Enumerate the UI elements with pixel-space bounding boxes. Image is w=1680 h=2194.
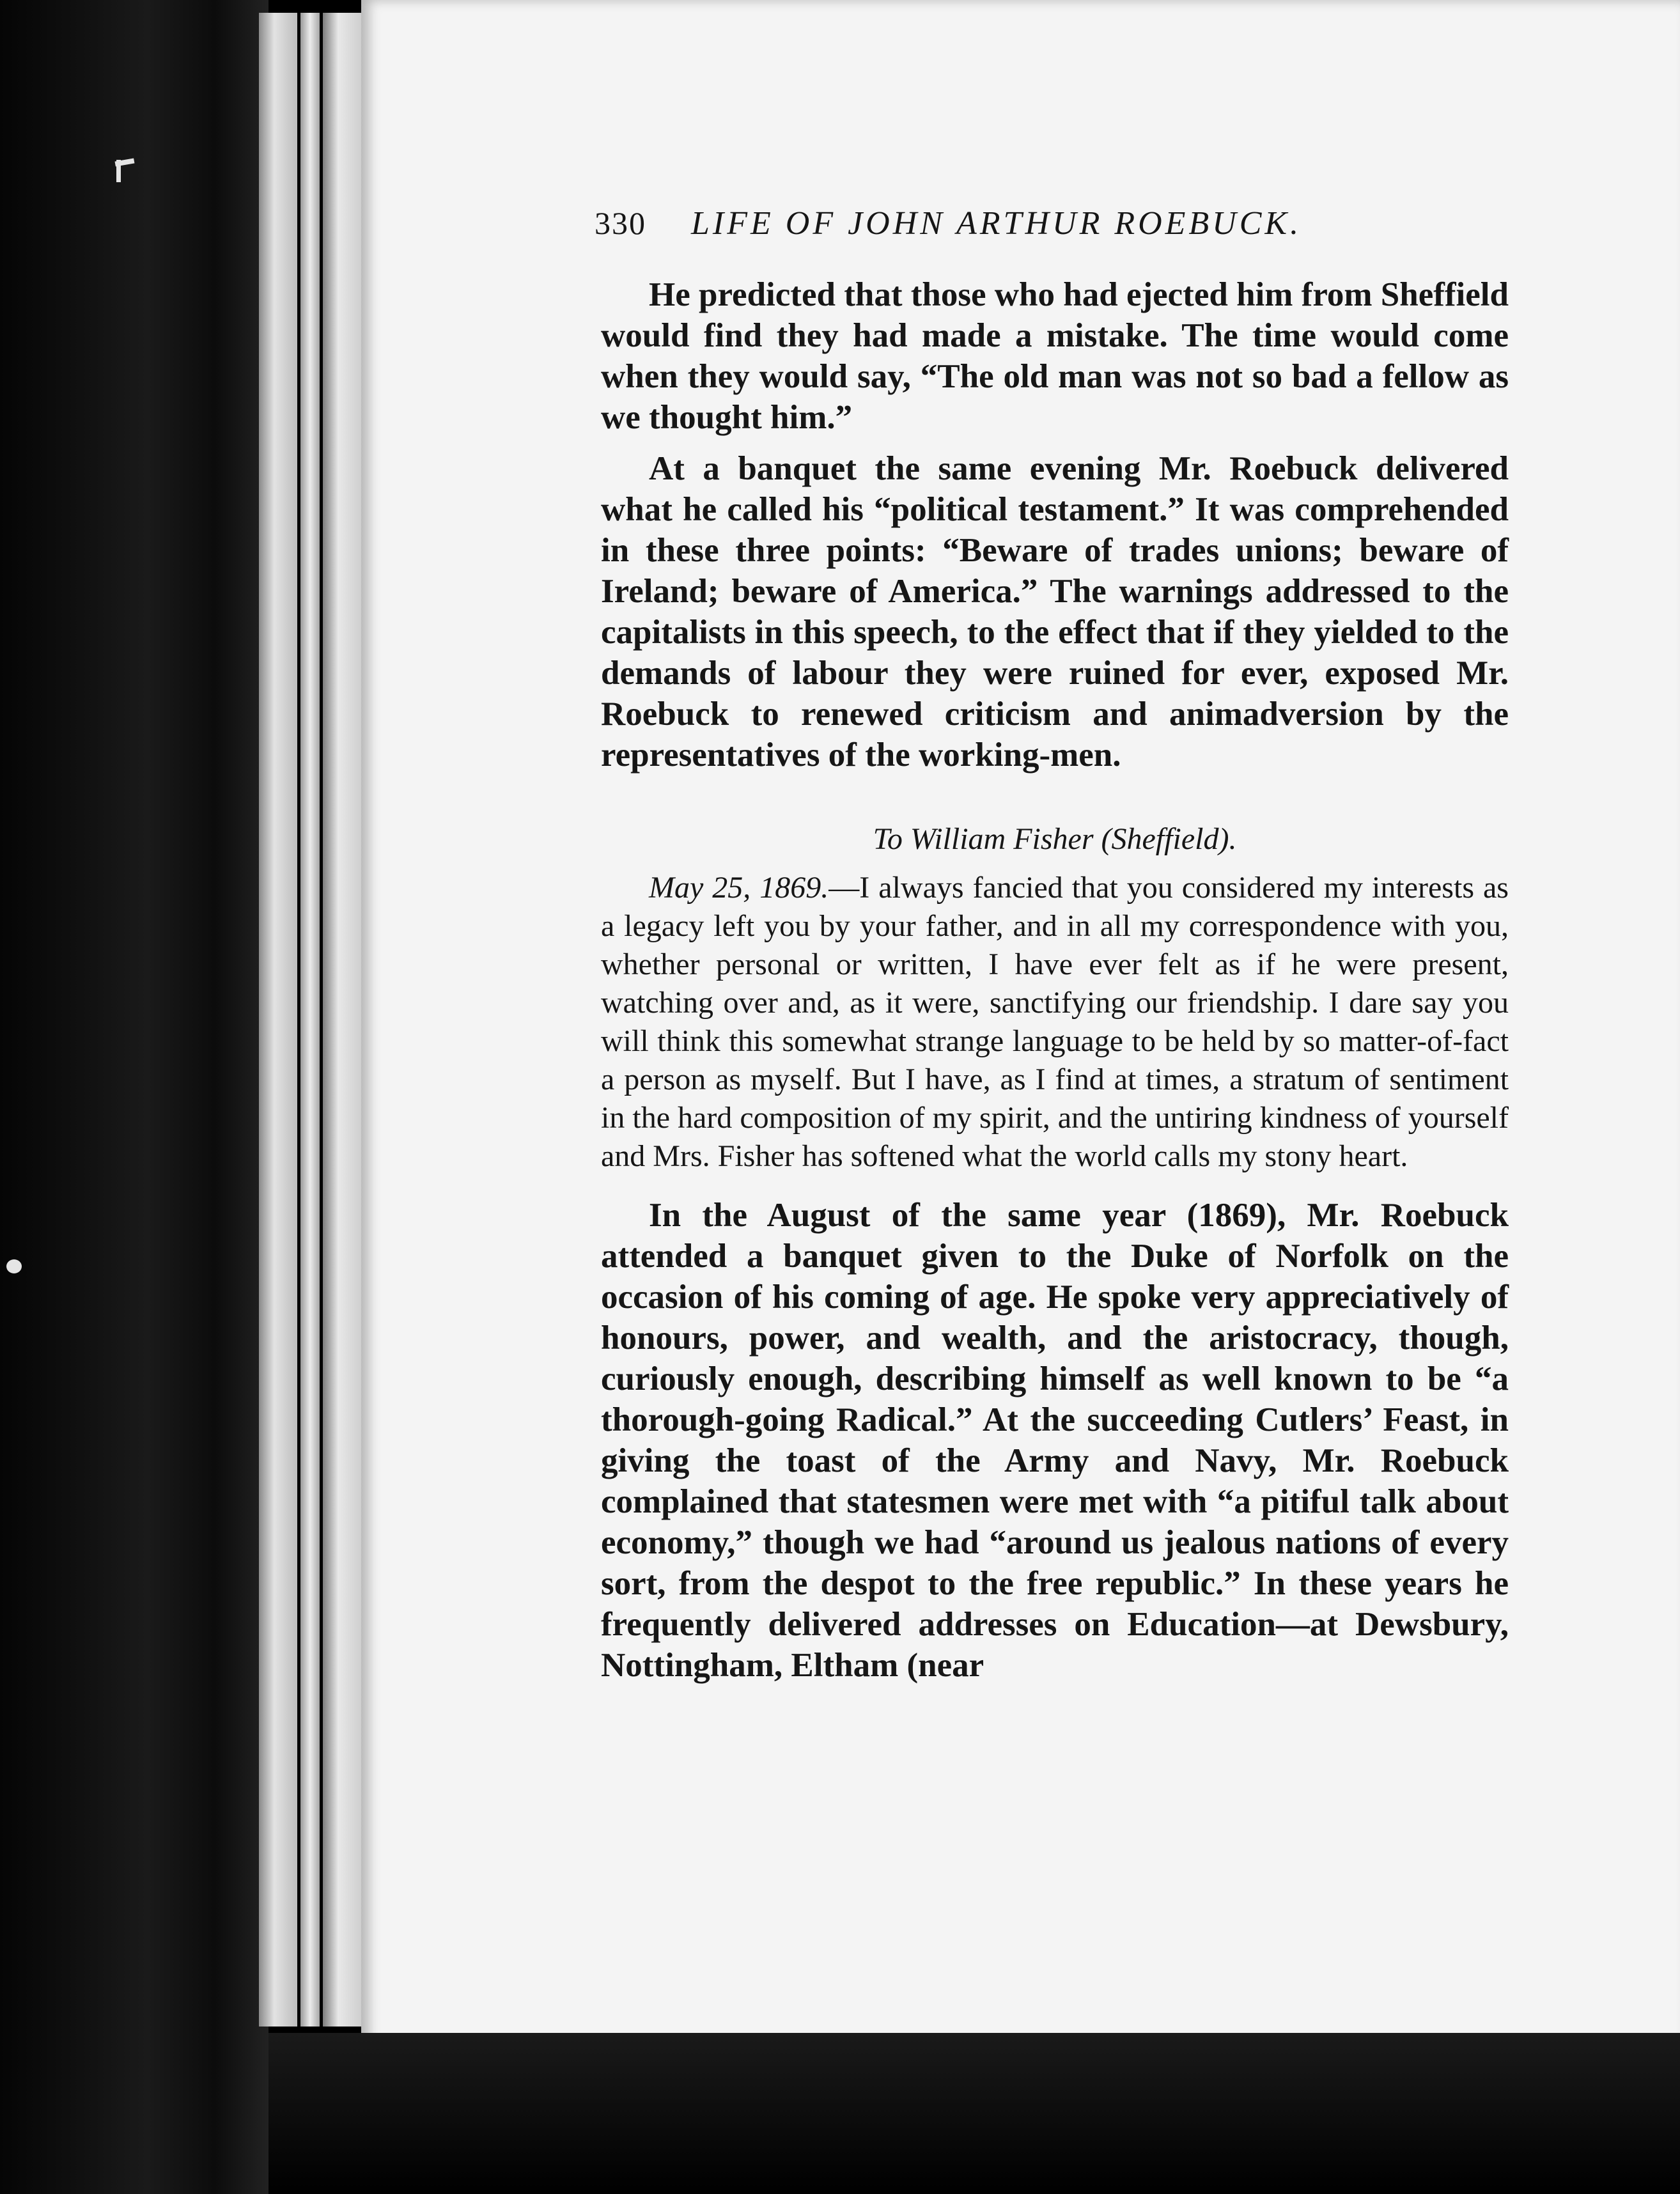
page-content — [595, 205, 1509, 1686]
running-title: LIFE OF JOHN ARTHUR ROEBUCK. — [691, 205, 1302, 242]
paragraph: He predicted that those who had ejected him from Sheffield would find they had made a mistake. The time would come when they would say, “The old man was not so bad a fellow as we thought him.” — [601, 276, 1509, 436]
page-header — [595, 205, 1509, 242]
paragraph: At a banquet the same evening Mr. Roebuck delivered what he called his “political testament.” It was comprehended in these three points: “Beware of trades unions; beware of Ireland; beware of America.” The warnings addressed to the capitalists in this speech, to the effect that if they yielded to the demands of labour they were ruined for ever, exposed Mr. Roebuck to renewed criticism and animadversion by the representatives of the working-men. — [601, 450, 1509, 774]
letter-heading: To William Fisher (Sheffield). — [873, 822, 1237, 856]
page-edge — [259, 13, 297, 2027]
paragraph: In the August of the same year (1869), Mr. Roebuck attended a banquet given to the Duke of Norfolk on the occasion of his coming of age. He spoke very appreciatively of honours, power, and wealth, and the aristocracy, though, curiously enough, describing himself as well known to be “a thorough-going Radical.” At the succeeding Cutlers’ Feast, in giving the toast of the Army and Navy, Mr. Roebuck complained that statesmen were met with “a pitiful talk about economy,” though we had “around us jealous nations of every sort, from the despot to the free republic.” In these years he frequently delivered addresses on Education—at Dewsbury, Nottingham, Eltham (near — [601, 1197, 1509, 1684]
letter-body: —I always fancied that you considered my interests as a legacy left you by your father, and in all my correspondence with you, whether personal or written, I have ever felt as if he were present, watching over and, as it were, sanctifying our friendship. I dare say you will think this somewhat strange language to be held by so matter-of-fact a person as myself. But I have, as I find at times, a stratum of sentiment in the hard composition of my spirit, and the untiring kindness of yourself and Mrs. Fisher has softened what the world calls my stony heart. — [601, 871, 1509, 1173]
scan-mark — [116, 160, 121, 182]
letter-text — [601, 869, 1509, 1176]
page-edge — [300, 13, 320, 2027]
book-spine — [0, 0, 268, 2194]
page-number: 330 — [595, 205, 646, 241]
bottom-shadow — [268, 2033, 1680, 2194]
page-edge — [323, 13, 361, 2027]
scan-mark — [6, 1259, 22, 1273]
letter-date: May 25, 1869. — [649, 871, 829, 905]
